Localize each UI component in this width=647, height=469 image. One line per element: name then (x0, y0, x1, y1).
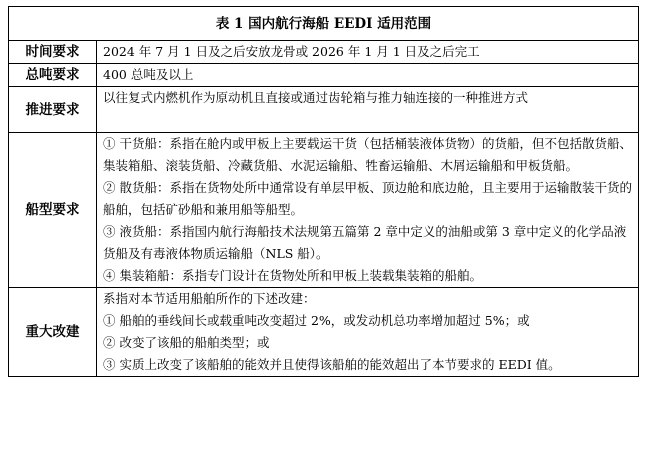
conversion-intro: 系指对本节适用船舶所作的下述改建： (103, 291, 316, 306)
ship-type-container: ④ 集装箱船：系指专门设计在货物处所和甲板上装载集装箱的船舶。 (103, 268, 482, 283)
row-text: 以往复式内燃机作为原动机且直接或通过齿轮箱与推力轴连接的一种推进方式 (103, 90, 529, 105)
table-row (9, 41, 639, 64)
eedi-scope-table (8, 6, 639, 377)
row-text: 400 总吨及以上 (103, 67, 194, 82)
document-page (8, 6, 639, 377)
row-value-propulsion (97, 87, 639, 133)
row-header-ship-type: 船型要求 (9, 133, 97, 288)
row-header-tonnage: 总吨要求 (9, 64, 97, 87)
row-value-tonnage (97, 64, 639, 87)
row-value-time (97, 41, 639, 64)
conversion-item-1: ① 船舶的垂线间长或载重吨改变超过 2%，或发动机总功率增加超过 5%；或 (103, 313, 530, 328)
ship-type-bulk-carrier: ② 散货船：系指在货物处所中通常设有单层甲板、顶边舱和底边舱，且主要用于运输散装干货的船舶，包括矿砂船和兼用船等船型。 (103, 180, 632, 217)
ship-type-tanker: ③ 液货船：系指国内航行海船技术法规第五篇第 2 章中定义的油船或第 3 章中定义的化学品液货船及有毒液体物质运输船（NLS 船）。 (103, 224, 627, 261)
table-row (9, 288, 639, 377)
table-title: 表 1 国内航行海船 EEDI 适用范围 (9, 7, 639, 41)
conversion-item-3: ③ 实质上改变了该船舶的能效并且使得该船舶的能效超出了本节要求的 EEDI 值。 (103, 357, 561, 372)
row-header-major-conversion: 重大改建 (9, 288, 97, 377)
row-text: 2024 年 7 月 1 日及之后安放龙骨或 2026 年 1 月 1 日及之后完工 (103, 44, 480, 59)
table-row (9, 133, 639, 288)
row-header-time: 时间要求 (9, 41, 97, 64)
table-title-row (9, 7, 639, 41)
table-row (9, 64, 639, 87)
row-value-ship-type (97, 133, 639, 288)
row-value-major-conversion (97, 288, 639, 377)
conversion-item-2: ② 改变了该船的船舶类型；或 (103, 335, 270, 350)
table-row (9, 87, 639, 133)
ship-type-dry-cargo: ① 干货船：系指在舱内或甲板上主要载运干货（包括桶装液体货物）的货船，但不包括散货船、集装箱船、滚装货船、冷藏货船、水泥运输船、牲畜运输船、木屑运输船和甲板货船。 (103, 136, 632, 173)
row-header-propulsion: 推进要求 (9, 87, 97, 133)
